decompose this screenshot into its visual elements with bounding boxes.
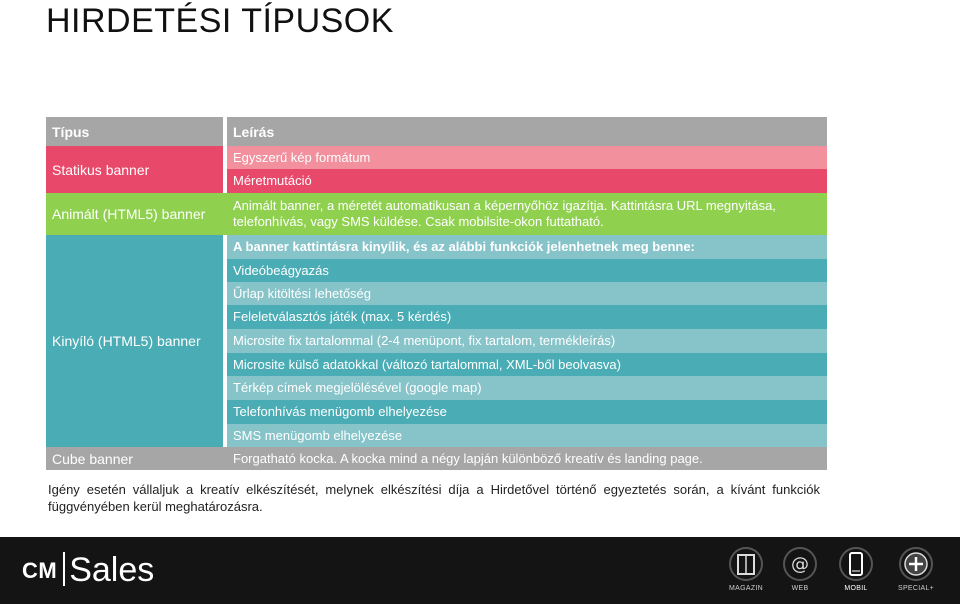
special-icon bbox=[891, 546, 941, 592]
magazine-label: MAGAZIN bbox=[729, 585, 763, 592]
table-row-kinyilo bbox=[46, 235, 827, 447]
type-kinyilo: Kinyíló (HTML5) banner bbox=[46, 235, 223, 447]
desc-statikus-2: Méretmutáció bbox=[227, 169, 827, 193]
mobile-label: MOBIL bbox=[844, 585, 868, 592]
header-description: Leírás bbox=[227, 117, 827, 146]
type-cube: Cube banner bbox=[52, 450, 133, 467]
desc-animalt: Animált banner, a méretét automatikusan a képernyőhöz igazítja. Kattintásra URL megnyitása, telefonhívás, vagy SMS küldése. Csak mobilsite-okon futtatható. bbox=[233, 198, 776, 229]
desc-kinyilo-2: Űrlap kitöltési lehetőség bbox=[227, 282, 827, 305]
table-row-statikus bbox=[46, 146, 827, 193]
web-icon bbox=[775, 546, 825, 592]
table-row-cube bbox=[46, 447, 827, 470]
desc-kinyilo-8: SMS menügomb elhelyezése bbox=[227, 424, 827, 447]
logo-divider bbox=[63, 552, 65, 586]
desc-kinyilo-5: Microsite külső adatokkal (változó tartalommal, XML-ből beolvasva) bbox=[227, 353, 827, 376]
mobile-icon bbox=[831, 546, 881, 592]
type-statikus: Statikus banner bbox=[46, 146, 223, 193]
desc-kinyilo-1: Videóbeágyazás bbox=[227, 259, 827, 282]
type-animalt: Animált (HTML5) banner bbox=[52, 206, 206, 222]
footnote: Igény esetén vállaljuk a kreatív elkészítését, melynek elkészítési díja a Hirdetővel történő egyeztetés során, a kívánt funkciók függvényében kerül meghatározásra. bbox=[48, 482, 820, 514]
cm-sales-logo bbox=[22, 551, 154, 590]
svg-text:@: @ bbox=[791, 554, 809, 575]
desc-kinyilo-intro: A banner kattintásra kinyílik, és az alábbi funkciók jelenhetnek meg benne: bbox=[227, 235, 827, 259]
table-row-animalt bbox=[46, 193, 827, 235]
desc-kinyilo-6: Térkép címek megjelölésével (google map) bbox=[227, 376, 827, 400]
web-label: WEB bbox=[791, 585, 809, 592]
desc-kinyilo-3: Feleletválasztós játék (max. 5 kérdés) bbox=[227, 305, 827, 329]
header-type: Típus bbox=[46, 117, 223, 146]
desc-cube: Forgatható kocka. A kocka mind a négy lapján különböző kreatív és landing page. bbox=[233, 450, 703, 466]
special-label: SPECIAL+ bbox=[897, 585, 935, 592]
magazine-icon bbox=[721, 546, 771, 592]
desc-statikus-1: Egyszerű kép formátum bbox=[227, 146, 827, 169]
page-title: HIRDETÉSI TÍPUSOK bbox=[46, 2, 394, 40]
desc-kinyilo-7: Telefonhívás menügomb elhelyezése bbox=[227, 400, 827, 424]
desc-kinyilo-4: Microsite fix tartalommal (2-4 menüpont, fix tartalom, termékleírás) bbox=[227, 329, 827, 353]
logo-sales-text: Sales bbox=[69, 551, 155, 589]
logo-cm-text: CM bbox=[22, 558, 58, 583]
footer-bar bbox=[0, 537, 960, 604]
table-header-row bbox=[46, 117, 827, 146]
